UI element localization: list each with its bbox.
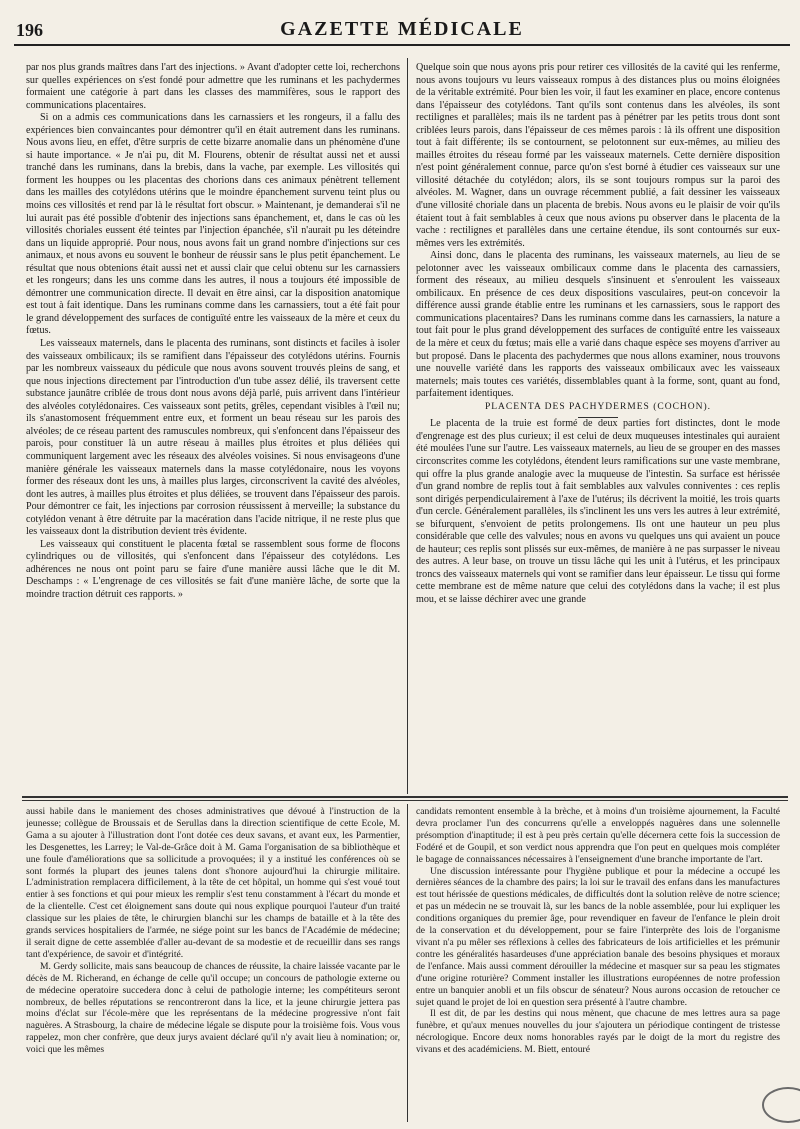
paragraph: M. Gerdy sollicite, mais sans beaucoup de chances de réussite, la chaire laissée vacante par le décès de M. Richerand, en échange de celle qu'il occupe; un concours de pathologie externe ou de médecine operatoire succedera donc à celui de pathologie interne; les compétiteurs seront nombreux, de belles réputations se rencontreront dans la lice, et la jeune chirurgie jettera pas moins d'éclat sur l'école-mère que les représentans de la médecine progressive n'ont fait naguères. A Strasbourg, la chaire de médecine légale se dispute pour la troisième fois. Vous vous rappelez, mon cher confrère, que deux jurys avaient déclaré qu'il n'y avait lieu à nomination; or, voici que les mêmes: [26, 960, 400, 1056]
paragraph: Le placenta de la truie est formé de deux parties fort distinctes, dont le mode d'engrenage est des plus curieux; il est celui de deux muqueuses intestinales qui auraient été moulées l'une sur l'autre. Les vaisseaux maternels, au lieu de se grouper en des masses circonscrites comme les cotylédons, étendent leurs ramifications sur une vaste membrane, qui offre la plus grande analogie avec la muqueuse de l'intestin. Sa surface est hérissée d'un grand nombre de replis tout à fait semblables aux valvules conniventes : ces replis sont dirigés perpendiculairement à l'axe de l'utérus; ils décrivent la moitié, les trois quarts d'un cercle. Généralement parallèles, ils s'inclinent les uns vers les autres à leur extrémité, se bifurquent, s'envoient de petits prolongemens. Ils ont une hauteur un peu plus considérable que celle des valvules; nous en avons vu quelques uns qui avaient un pouce de hauteur; ces replis sont plissés sur eux-mêmes, de manière à ne pas surpasser le niveau des autres. A leur base, on trouve un tissu lâche qui les unit à l'utérus, et les principaux troncs des vaisseaux maternels qui vont se ramifier dans leur épaisseur. Le tissu qui forme cette membrane est de même nature que celui des cotylédons dans la vache; il est plus mou, et se laisse déchirer avec une grande: [416, 418, 780, 605]
feuilleton-separator: [22, 796, 788, 798]
feuilleton-separator-thin: [22, 800, 788, 801]
feuilleton-column-left: [26, 806, 400, 1118]
feuilleton-column-divider: [407, 804, 408, 1122]
article-column-left: [26, 62, 400, 790]
paragraph: Une discussion intéressante pour l'hygiène publique et pour la médecine a occupé les dernières séances de la chambre des pairs; la loi sur le travail des enfans dans les manufactures est tout hérissée de questions médicales, de difficultés dont la solution relève de notre science; et pas un médecin ne se trouvait là, sur les bancs de la noble assemblée, pour lui expliquer les conditions organiques du premier âge, pour revendiquer en faveur de l'enfance le plein droit de la conservation et du développement, pour se faire l'interprète des lois de l'organisme vivant n'a pu mêler ses réflexions à celles des fabricateurs de lois artificielles et les prémunir contre les généralités hasardeuses d'une appréciation banale des besoins physiques et moraux de l'enfance. Mais aussi comment dérouiller la médecine et masquer sur sa peau les stigmates d'une origine roturière? Comment installer les illustrations européennes de notre profession entre un banquier anobli et un fils obscur de sénateur? Nous aurons occasion de retoucher ce sujet quand le projet de loi en question sera présenté à l'autre chambre.: [416, 865, 780, 1008]
feuilleton-column-right: [416, 806, 780, 1118]
paragraph: Si on a admis ces communications dans les carnassiers et les rongeurs, il a fallu des expériences bien convaincantes pour démontrer qu'il en était autrement dans les ruminans. Nous avons lieu, en effet, d'être surpris de cette bizarre anomalie dans un phénomène d'une si haute importance. « Je n'ai pu, dit M. Flourens, obtenir de résultat aussi net et aussi tranché dans les ruminans, dans la brebis, dans la vache, par exemple. Les villosités qui forment les houppes ou les placentas des chorions dans ces animaux pénètrent tellement dans les mailles des cotylédons utérins que le moindre épanchement survenu teint plus ou moins ces villosités et rend par là le résultat fort obscur. » Maintenant, je demanderai s'il ne lui aurait pas été possible d'obtenir des injections sans épanchement, et, dans le cas où les villosités choriales eussent été teintes par l'injection épanchée, s'il n'aurait pu les déteindre dans un liquide approprié. Pour nous, nous avons fait un grand nombre d'injections sur ces animaux, et nous avons eu souvent le bonheur de réussir sans le plus petit épanchement. Le résultat que nous obtenions était aussi net et aussi clair que celui obtenu sur les carnassiers et les rongeurs; dans les uns comme dans les autres, il nous a toujours été impossible de démontrer une communication directe. Il devait en être ainsi, car la disposition anatomique est tout à fait identique. Dans les ruminans comme dans les carnassiers, tout a été fait pour le grand développement des surfaces de contiguïté entre les vaisseaux de la mère et ceux du fœtus.: [26, 112, 400, 337]
page-header: [14, 18, 790, 46]
paragraph: Quelque soin que nous ayons pris pour retirer ces villosités de la cavité qui les renferme, nous avons toujours vu leurs vaisseaux rompus à des distances plus ou moins éloignées de la véritable extrémité. Pour bien les voir, il faut les examiner en place, encore contenus dans l'épaisseur des cotylédons. Tant qu'ils sont contenus dans les alvéoles, ils sont rectilignes et parallèles; mais ils ne tardent pas à pénétrer par les petits trous dont sont criblées leurs parois, dans l'épaisseur de ces mêmes parois : là ils offrent une disposition tout à fait différente; ils se contournent, se pelotonnent sur eux-mêmes, au milieu des mailles étroites du réseau formé par les vaisseaux maternels. Cette dernière disposition n'est point généralement connue, parce qu'on s'est borné à étudier ces vaisseaux sur une villosité détachée du cotylédon; alors, ils se sont toujours rompus sur la paroi des alvéoles. M. Wagner, dans un ouvrage récemment publié, a fait dessiner les vaisseaux d'une villosité choriale dans un placenta de brebis. Nous avons eu le plaisir de voir qu'ils étaient tout à fait semblables à ceux que nous avions pu observer dans le placenta de la vache : rectilignes et parallèles dans une certaine étendue, ils sont contournés sur eux-mêmes vers les extrémités.: [416, 62, 780, 249]
journal-title: GAZETTE MÉDICALE: [280, 18, 524, 40]
section-subheading: PLACENTA DES PACHYDERMES (COCHON).: [416, 401, 780, 419]
paragraph: Les vaisseaux qui constituent le placenta fœtal se rassemblent sous forme de flocons cylindriques ou de villosités, qui s'enfoncent dans l'épaisseur des cotylédons. Les adhérences ne nous ont point paru se faire d'une manière aussi lâche que le dit M. Deschamps : « L'engrenage de ces villosités se fait d'une manière lâche, de sorte que la moindre traction détruit ces rapports. »: [26, 538, 400, 600]
article-column-right: [416, 62, 780, 790]
paragraph: Ainsi donc, dans le placenta des ruminans, les vaisseaux maternels, au lieu de se pelotonner avec les vaisseaux ombilicaux comme dans le placenta des carnassiers, forment des réseaux, au milieu desquels s'insinuent et s'enroulent les vaisseaux ombilicaux. En présence de ces deux dispositions vasculaires, peut-on concevoir la différence aussi grande établie entre les ruminans et les carnassiers, sous le rapport des communications placentaires? Dans les ruminans comme dans les carnassiers, la nature a tout fait pour le plus grand développement des surfaces de contiguïté entre les vaisseaux de la mère et ceux du fœtus; mais elle a varié dans chaque espèce ses moyens d'arriver au but proposé. Dans le placenta des pachydermes que nous allons examiner, nous trouvons une nouvelle variété dans les rapports des vaisseaux ombilicaux avec les vaisseaux maternels; mais toutes ces variétés, dissemblables quant à la forme, sont, quant au fond, parfaitement identiques.: [416, 250, 780, 400]
paragraph: Il est dit, de par les destins qui nous mènent, que chacune de mes lettres aura sa page funèbre, et qu'aux menues nouvelles du jour s'ajoutera un périodique contingent de tristesse nécrologique. Encore deux noms honorables rayés par le doigt de la mort du registre des vivans et des académiciens. M. Biett, entouré: [416, 1008, 780, 1056]
paragraph: Les vaisseaux maternels, dans le placenta des ruminans, sont distincts et faciles à isoler des vaisseaux ombilicaux; ils se ramifient dans l'épaisseur des cotylédons utérins. Fournis par les nombreux vaisseaux du pédicule que nous avons souvent trouvés pleins de sang, et que nous injections directement par l'introduction d'un tube assez délié, ils traversent cette substance jaunâtre criblée de trous dont nous avons déjà parlé, puis arrivent dans l'intérieur des alvéoles cotylédonaires. Ces vaisseaux sont petits, grêles, cependant visibles à l'œil nu; ils s'anastomosent fréquemment entre eux, et forment un beau réseau sur les parois des alvéoles; de ce réseau partent des ramuscules nombreux, qui s'enfoncent dans l'épaisseur des parois, pour constituer là un autre réseau à mailles plus étroites et plus déliées qui communiquent largement avec les réseaux des alvéoles voisines. Si nous envisageons d'une manière générale les vaisseaux maternels dans la masse cotylédonaire, nous les voyons former des réseaux dont les uns, à mailles plus larges, circonscrivent la cavité des alvéoles, dont les autres, à mailles plus étroites et plus déliées, se trouvent dans l'épaisseur des parois. Pour démontrer ce fait, les injections par corrosion réussissent à merveille; la substance du cotylédon venant à être détruite par la macération dans l'acide nitrique, il ne reste plus que les vaisseaux dont la distribution devient très évidente.: [26, 338, 400, 538]
paragraph: aussi habile dans le maniement des choses administratives que dévoué à l'instruction de la jeunesse; collègue de Broussais et de Serullas dans la direction scientifique de cette Ecole, M. Gama a su ajouter à l'illustration dont l'ont dotée ces deux savans, et avant eux, les Parmentier, les Desgenettes, les Larrey; le Val-de-Grâce doit à M. Gama l'organisation de sa bibliothèque et une foule d'améliorations que sa sollicitude a provoquées; il y a institué les conférences où se sont formés la plupart des jeunes talens dont s'honore aujourd'hui la chirurgie militaire. L'administration remplacera difficilement, à la tête de cet hôpital, un homme qui s'est voué tout entier à ses fonctions et qui pour mieux les remplir s'est tenu constamment à l'écart du monde et de la clientelle. C'est cet éloignement sans doute qui nous explique pourquoi l'auteur d'un traité classique sur les plaies de tête, le chirurgien blanchi sur les champs de bataille et à la tête des grands services hospitaliers de l'armée, ne siége point sur les bancs de l'Académie de médecine; il serait digne de cette assemblée d'aller au-devant de sa modestie et de recueillir dans ses rangs tant d'expérience, de savoir et d'intégrité.: [26, 806, 400, 960]
paragraph: candidats remontent ensemble à la brèche, et à moins d'un troisième ajournement, la Faculté devra proclamer l'un des concurrens qu'elle a enveloppés naguères dans une solennelle présomption d'inaptitude; il est à peu près certain qu'elle décernera cette fois la succession de Fodéré et de Goupil, et son verdict nous apprendra que l'on peut en quelques mois compléter le bagage de connaissances nécessaires à l'enseignement d'une branche importante de l'art.: [416, 806, 780, 865]
page-number: 196: [16, 20, 43, 40]
paragraph: par nos plus grands maîtres dans l'art des injections. » Avant d'adopter cette loi, recherchons sur quelles expériences on s'est fondé pour admettre que les ruminans et les pachydermes formaient une catégorie à part dans les classes des mammifères, sous le rapport des communications placentaires.: [26, 62, 400, 111]
column-divider: [407, 58, 408, 794]
